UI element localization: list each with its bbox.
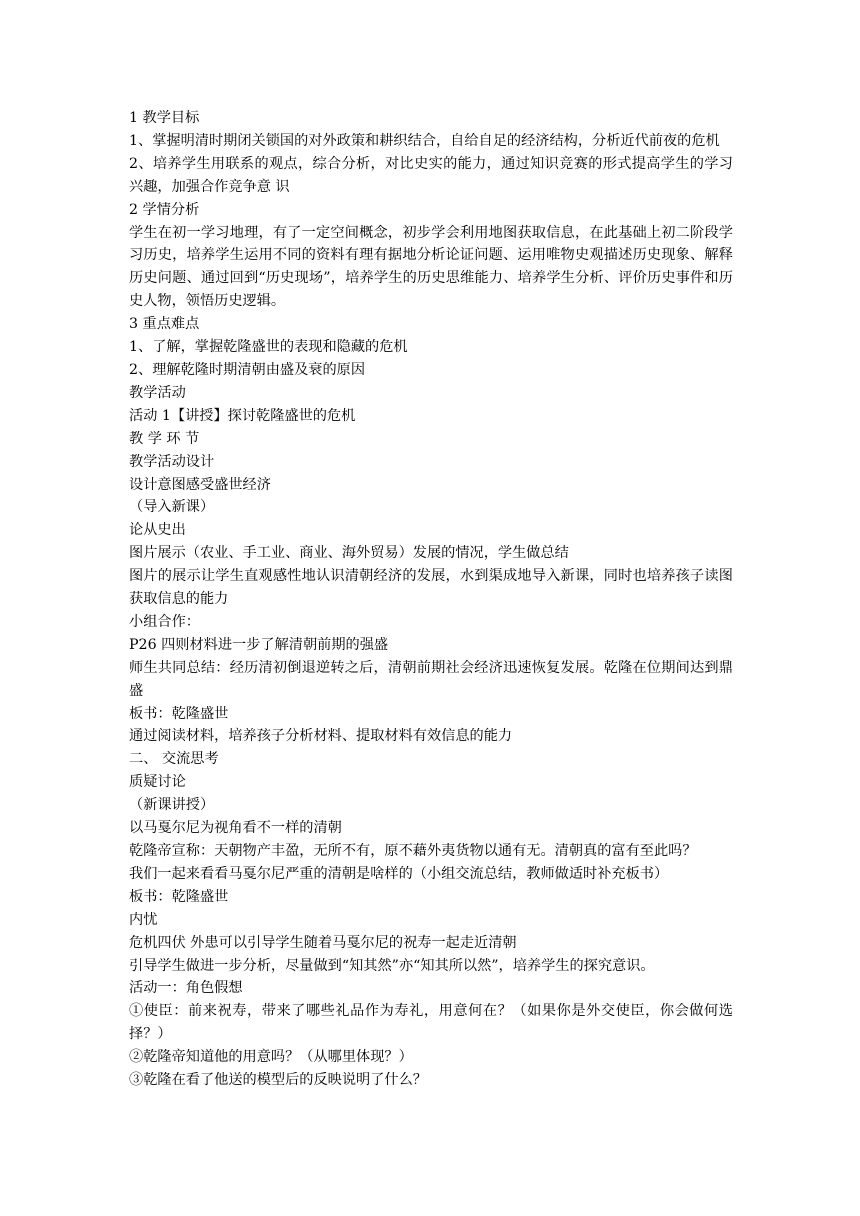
question-1: ①使臣：前来祝寿，带来了哪些礼品作为寿礼，用意何在？（如果你是外交使臣，你会做何选择？） [129,1003,733,1043]
heading-student-analysis: 2 学情分析 [129,201,200,218]
section-two-heading: 二、 交流思考 [129,751,219,768]
question-3: ③乾隆在看了他送的模型后的反映说明了什么？ [129,1072,427,1089]
heading-teaching-activities: 教学活动 [129,384,186,401]
board-writing-1: 板书：乾隆盛世 [129,705,229,722]
inquiry-line: 引导学生做进一步分析，尽量做到“知其然”亦“知其所以然”，培养学生的探究意识。 [129,957,655,974]
group-work-label: 小组合作： [129,613,200,630]
picture-display-line: 图片展示（农业、手工业、商业、海外贸易）发展的情况，学生做总结 [129,545,569,562]
p26-materials-line: P26 四则材料进一步了解清朝前期的强盛 [129,636,389,653]
internal-troubles-label: 内忧 [129,911,158,928]
discussion-label: 质疑讨论 [129,774,186,791]
teaching-stage-label: 教 学 环 节 [129,430,200,447]
macartney-perspective-line: 以马戛尔尼为视角看不一样的清朝 [129,820,342,837]
picture-purpose-paragraph: 图片的展示让学生直观感性地认识清朝经济的发展，水到渠成地导入新课，同时也培养孩子读图获取信息的能力 [129,568,733,608]
key-point-1: 1、了解，掌握乾隆盛世的表现和隐藏的危机 [129,339,408,356]
intro-label: （导入新课） [129,499,215,516]
history-evidence-label: 论从史出 [129,522,186,539]
activity-1-title: 活动 1【讲授】探讨乾隆盛世的危机 [129,407,356,424]
question-2: ②乾隆帝知道他的用意吗？（从哪里体现？） [129,1049,413,1066]
reading-materials-line: 通过阅读材料，培养孩子分析材料、提取材料有效信息的能力 [129,728,513,745]
student-analysis-paragraph: 学生在初一学习地理，有了一定空间概念，初步学会利用地图获取信息，在此基础上初二阶段学习历史，培养学生运用不同的资料有理有据地分析论证问题、运用唯物史观描述历史现象、解释历史问题、通过回到“历史现场”，培养学生的历史思维能力、培养学生分析、评价历史事件和历史人物，领悟历史逻辑。 [129,224,733,310]
qianlong-claim-line: 乾隆帝宣称：天朝物产丰盈，无所不有，原不藉外夷货物以通有无。清朝真的富有至此吗？ [129,843,697,859]
activity-design-label: 教学活动设计 [129,453,215,470]
goal-1: 1、掌握明清时期闭关锁国的对外政策和耕织结合，自给自足的经济结构，分析近代前夜的危机 [129,132,720,149]
board-writing-2: 板书：乾隆盛世 [129,888,229,905]
heading-teaching-goals: 1 教学目标 [129,110,200,126]
crisis-line: 危机四伏 外患可以引导学生随着马戛尔尼的祝寿一起走近清朝 [129,934,517,951]
key-point-2: 2、理解乾隆时期清朝由盛及衰的原因 [129,361,366,378]
goal-2: 2、培养学生用联系的观点，综合分析，对比史实的能力，通过知识竞赛的形式提高学生的学习兴趣，加强合作竞争意 识 [129,155,733,195]
summary-paragraph: 师生共同总结：经历清初倒退逆转之后，清朝前期社会经济迅速恢复发展。乾隆在位期间达到鼎盛 [129,659,733,699]
activity-role-play-label: 活动一：角色假想 [129,980,243,997]
design-intent-line: 设计意图感受盛世经济 [129,476,271,493]
macartney-view-line: 我们一起来看看马戛尔尼严重的清朝是啥样的（小组交流总结，教师做适时补充板书） [129,865,669,882]
heading-key-points: 3 重点难点 [129,316,200,333]
new-lesson-label: （新课讲授） [129,797,215,814]
document-page [129,107,733,1092]
